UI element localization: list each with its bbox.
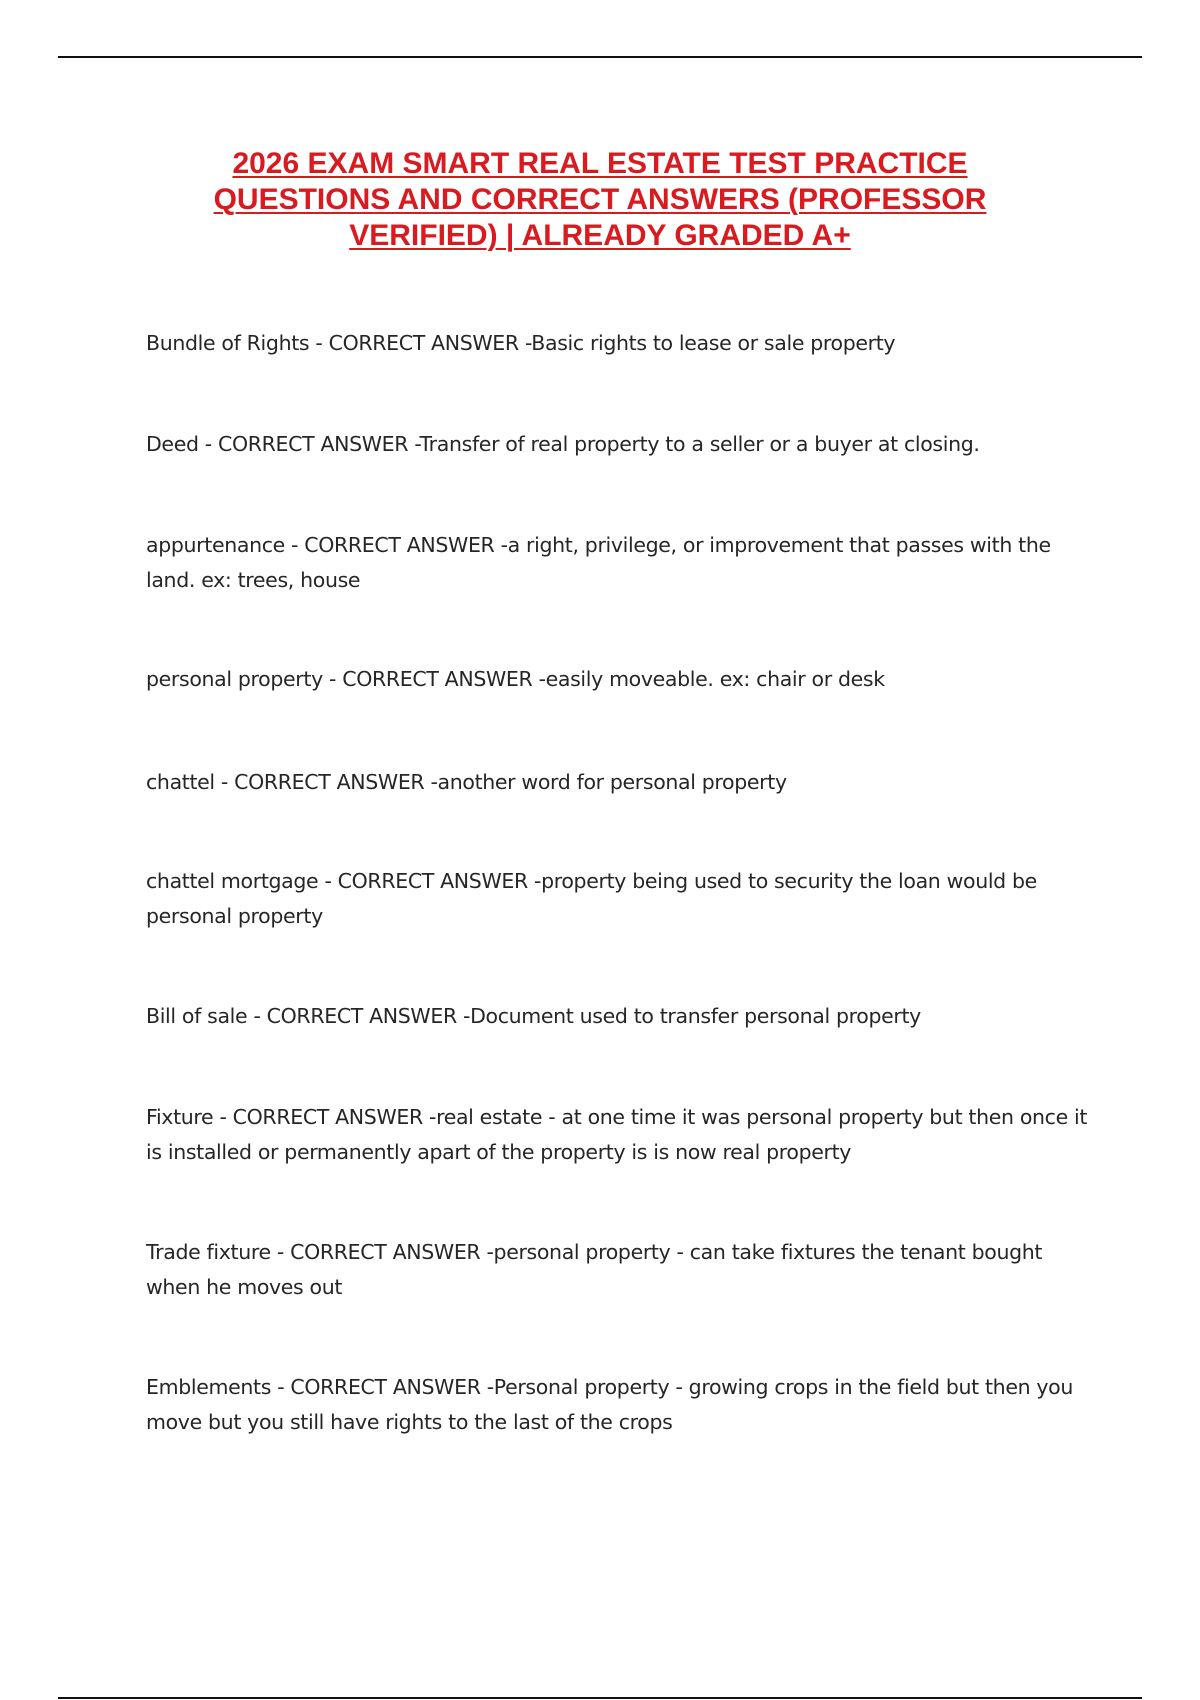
qa-item: personal property - CORRECT ANSWER -easily moveable. ex: chair or desk [146,667,885,691]
qa-item: chattel - CORRECT ANSWER -another word for personal property [146,770,787,794]
qa-item: Bill of sale - CORRECT ANSWER -Document used to transfer personal property [146,1004,921,1028]
qa-item: chattel mortgage - CORRECT ANSWER -property being used to security the loan would be personal property [146,869,1037,928]
qa-item: Emblements - CORRECT ANSWER -Personal property - growing crops in the field but then you move but you still have rights to the last of the crops [146,1375,1074,1434]
document-title-text: 2026 EXAM SMART REAL ESTATE TEST PRACTICE QUESTIONS AND CORRECT ANSWERS (PROFESSOR VERIFIED) | ALREADY GRADED A+ [213,147,987,252]
qa-item: Deed - CORRECT ANSWER -Transfer of real property to a seller or a buyer at closing. [146,432,980,456]
qa-item: Bundle of Rights - CORRECT ANSWER -Basic rights to lease or sale property [146,331,896,355]
qa-item: appurtenance - CORRECT ANSWER -a right, privilege, or improvement that passes with the land. ex: trees, house [146,533,1051,592]
bottom-divider [58,1697,1142,1699]
qa-item: Fixture - CORRECT ANSWER -real estate - at one time it was personal property but then once it is installed or permanently apart of the property is is now real property [146,1105,1088,1164]
qa-item: Trade fixture - CORRECT ANSWER -personal property - can take fixtures the tenant bought when he moves out [146,1240,1043,1299]
